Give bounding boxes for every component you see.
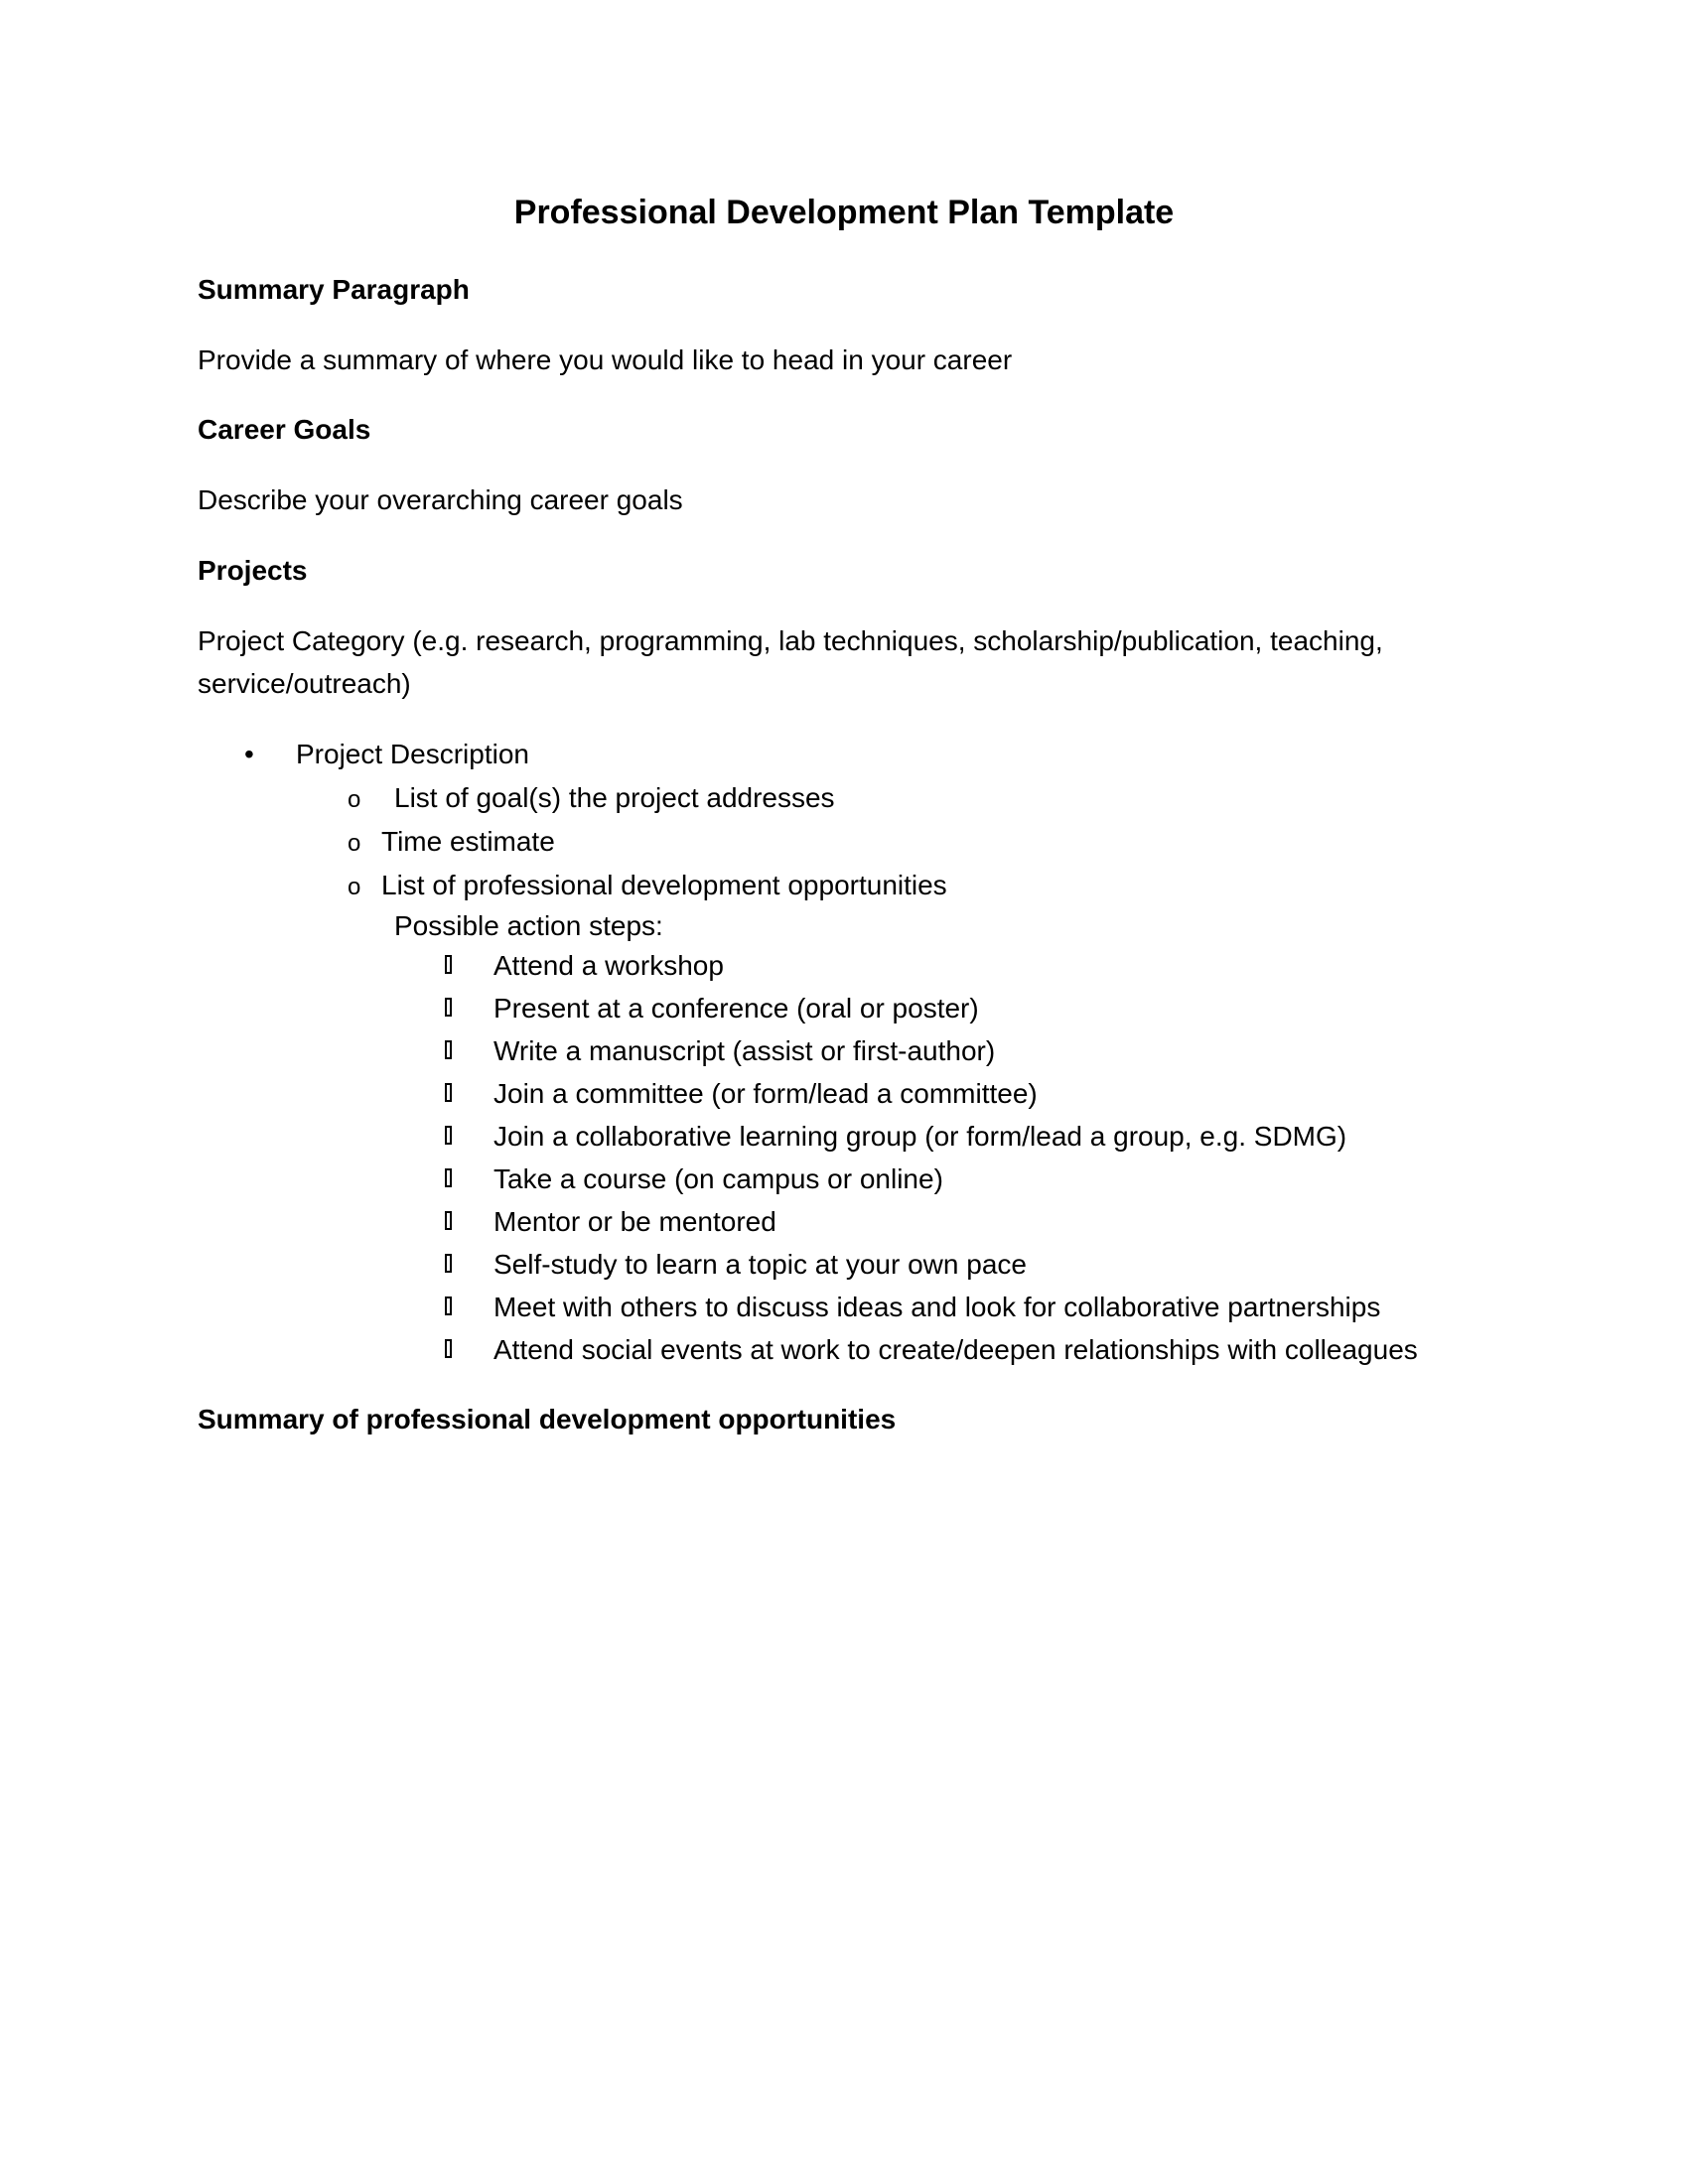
project-category-line-1: Project Category (e.g. research, programming, lab techniques, scholarship/publication, teaching, <box>198 625 1383 656</box>
bullet-circle-icon: o <box>348 786 361 813</box>
square-bullet-icon <box>445 1040 452 1059</box>
action-step-item: Take a course (on campus or online) <box>493 1163 943 1194</box>
bullet-disc-icon: • <box>244 739 254 769</box>
square-bullet-icon <box>445 955 452 974</box>
project-category-line-2: service/outreach) <box>198 668 411 699</box>
bullet-circle-icon: o <box>348 874 361 900</box>
career-goals-heading: Career Goals <box>198 414 371 445</box>
action-step-item: Join a committee (or form/lead a committee) <box>493 1078 1038 1109</box>
sub-item-goals: List of goal(s) the project addresses <box>394 782 835 813</box>
sub-item-opportunities: List of professional development opportunities <box>381 870 947 900</box>
square-bullet-icon <box>445 1211 452 1230</box>
action-step-item: Attend social events at work to create/deepen relationships with colleagues <box>493 1334 1418 1365</box>
summary-paragraph-heading: Summary Paragraph <box>198 274 470 305</box>
action-step-item: Present at a conference (oral or poster) <box>493 993 979 1024</box>
square-bullet-icon <box>445 1083 452 1102</box>
square-bullet-icon <box>445 1168 452 1187</box>
action-step-item: Write a manuscript (assist or first-author) <box>493 1035 996 1066</box>
projects-heading: Projects <box>198 555 308 586</box>
action-step-item: Mentor or be mentored <box>493 1206 776 1237</box>
summary-paragraph-text: Provide a summary of where you would like to head in your career <box>198 344 1013 375</box>
action-step-item: Attend a workshop <box>493 950 724 981</box>
career-goals-text: Describe your overarching career goals <box>198 484 683 515</box>
square-bullet-icon <box>445 998 452 1017</box>
possible-action-steps-label: Possible action steps: <box>394 910 663 941</box>
square-bullet-icon <box>445 1254 452 1273</box>
square-bullet-icon <box>445 1339 452 1358</box>
action-step-item: Meet with others to discuss ideas and look for collaborative partnerships <box>493 1292 1381 1322</box>
bullet-circle-icon: o <box>348 830 361 857</box>
square-bullet-icon <box>445 1297 452 1315</box>
document-title: Professional Development Plan Template <box>513 194 1175 231</box>
square-bullet-icon <box>445 1126 452 1145</box>
action-step-item: Join a collaborative learning group (or form/lead a group, e.g. SDMG) <box>493 1121 1347 1152</box>
sub-item-time-estimate: Time estimate <box>381 826 555 857</box>
action-step-item: Self-study to learn a topic at your own pace <box>493 1249 1027 1280</box>
summary-opportunities-heading: Summary of professional development opportunities <box>198 1404 897 1434</box>
project-description-item: Project Description <box>296 739 529 769</box>
